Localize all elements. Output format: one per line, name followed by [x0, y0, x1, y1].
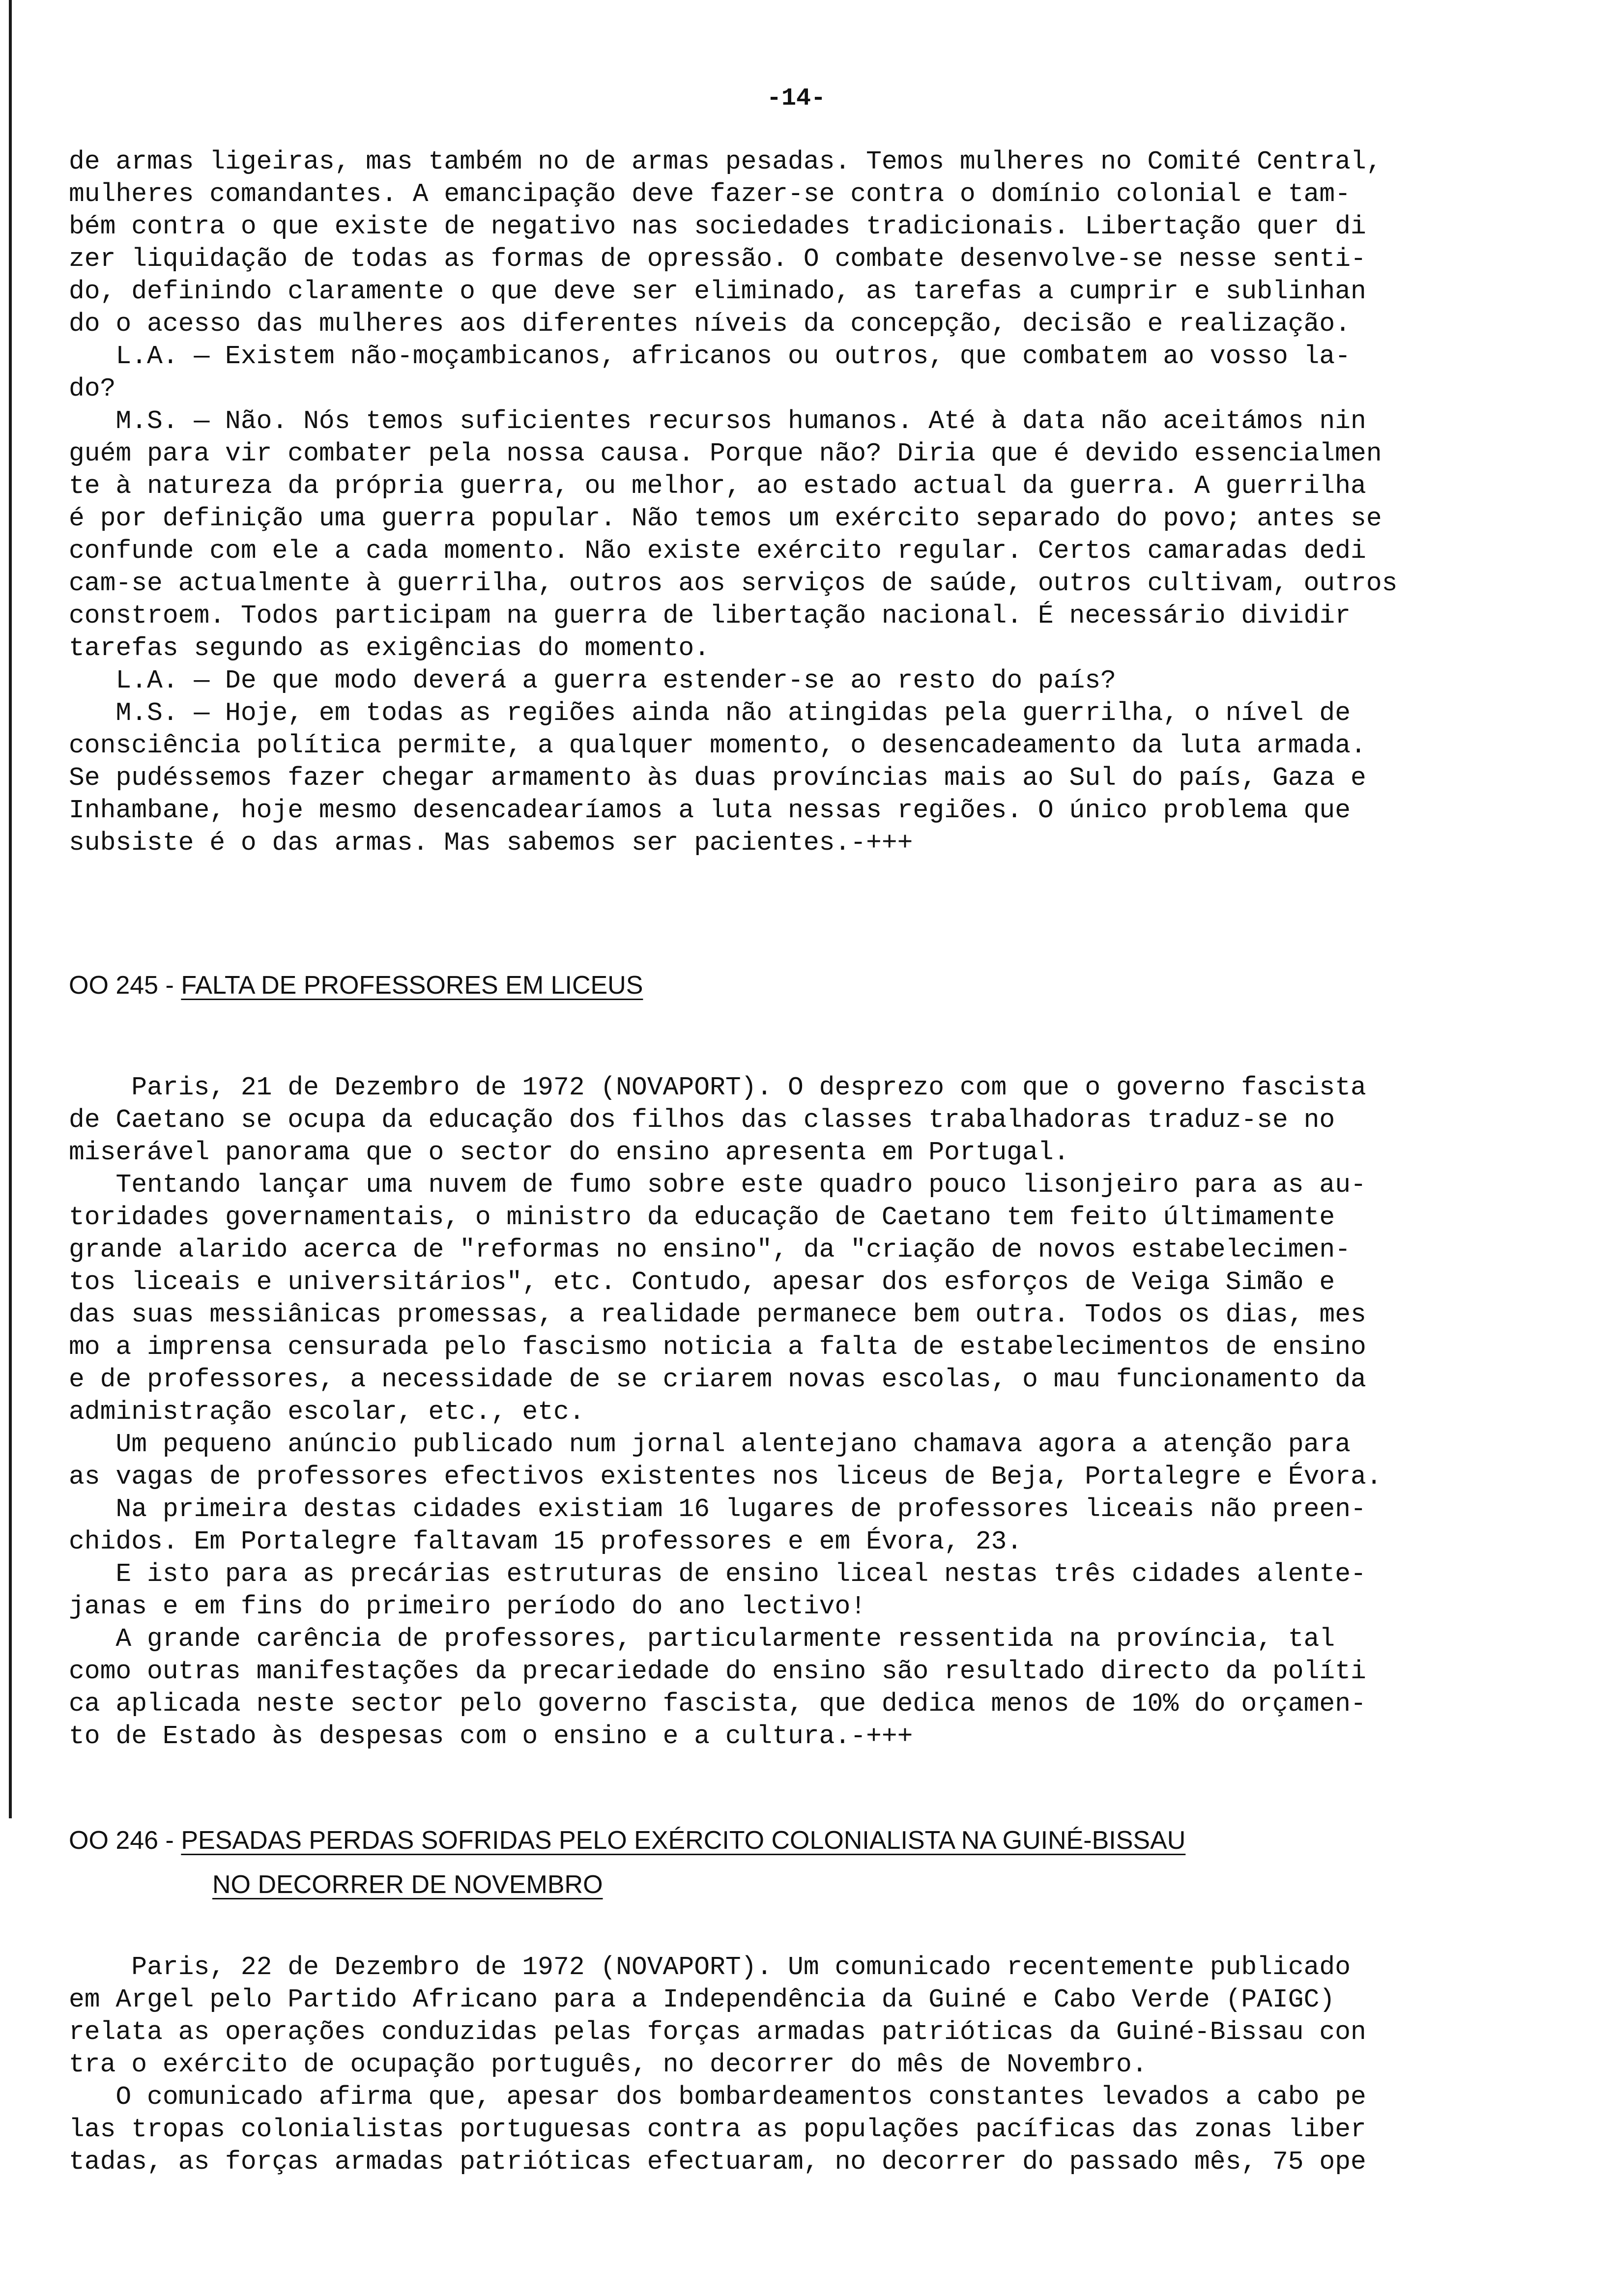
- paragraph: A grande carência de professores, particularmente ressentida na província, tal como outras manifestações da precariedade do ensino são resultado directo da políti ca aplicada neste sector pelo governo fascista, que dedica menos de 10% do orçamen- to de Estado às despesas com o ensino e a cultura.-+++: [69, 1624, 1366, 1751]
- paragraph: E isto para as precárias estruturas de ensino liceal nestas três cidades alente- janas e em fins do primeiro período do ano lectivo!: [69, 1559, 1366, 1621]
- continued-interview-text: [69, 145, 1548, 859]
- left-margin-rule: [9, 0, 12, 1818]
- article-246-body: [69, 1951, 1548, 2178]
- heading-dash: -: [158, 1826, 181, 1855]
- article-title-line1: PESADAS PERDAS SOFRIDAS PELO EXÉRCITO COLONIALISTA NA GUINÉ-BISSAU: [181, 1826, 1186, 1855]
- article-246-heading: [69, 1818, 1185, 1863]
- article-code: OO 246: [69, 1826, 159, 1855]
- paragraph: de armas ligeiras, mas também no de armas pesadas. Temos mulheres no Comité Central, mulheres comandantes. A emancipação deve fazer-se contra o domínio colonial e tam- bém contra o que existe de negativo nas sociedades tradicionais. Libertação quer di zer liquidação de todas as formas de opressão. O combate desenvolve-se nesse senti- do, definindo claramente o que deve ser eliminado, as tarefas a cumprir e sublinhan do o acesso das mulheres aos diferentes níveis da concepção, decisão e realização.: [69, 147, 1382, 339]
- paragraph: Paris, 22 de Dezembro de 1972 (NOVAPORT). Um comunicado recentemente publicado em Argel pelo Partido Africano para a Independência da Guiné e Cabo Verde (PAIGC) relata as operações conduzidas pelas forças armadas patrióticas da Guiné-Bissau con tra o exército de ocupação português, no decorrer do mês de Novembro.: [69, 1952, 1366, 2079]
- paragraph: Um pequeno anúncio publicado num jornal alentejano chamava agora a atenção para as vagas de professores efectivos existentes nos liceus de Beja, Portalegre e Évora.: [69, 1430, 1382, 1492]
- paragraph: L.A. — Existem não-moçambicanos, africanos ou outros, que combatem ao vosso la- do?: [69, 342, 1351, 403]
- paragraph: M.S. — Não. Nós temos suficientes recursos humanos. Até à data não aceitámos nin guém para vir combater pela nossa causa. Porque não? Diria que é devido essencialmen te à natureza da própria guerra, ou melhor, ao estado actual da guerra. A guerrilha é por definição uma guerra popular. Não temos um exército separado do povo; antes se confunde com ele a cada momento. Não existe exército regular. Certos camaradas dedi cam-se actualmente à guerrilha, outros aos serviços de saúde, outros cultivam, outros constroem. Todos participam na guerra de libertação nacional. É necessário dividir tarefas segundo as exigências do momento.: [69, 406, 1398, 663]
- paragraph: Na primeira destas cidades existiam 16 lugares de professores liceais não preen- chidos. Em Portalegre faltavam 15 professores e em Évora, 23.: [69, 1494, 1366, 1556]
- paragraph: L.A. — De que modo deverá a guerra estender-se ao resto do país?: [69, 666, 1116, 695]
- article-title-line2: NO DECORRER DE NOVEMBRO: [212, 1870, 603, 1899]
- paragraph: Paris, 21 de Dezembro de 1972 (NOVAPORT). O desprezo com que o governo fascista de Caetano se ocupa da educação dos filhos das classes trabalhadoras traduz-se no miserável panorama que o sector do ensino apresenta em Portugal.: [69, 1073, 1366, 1167]
- article-title: FALTA DE PROFESSORES EM LICEUS: [181, 971, 643, 1000]
- page-number: -14-: [767, 85, 826, 113]
- paragraph: O comunicado afirma que, apesar dos bombardeamentos constantes levados a cabo pe las tropas colonialistas portuguesas contra as populações pacíficas das zonas liber tadas, as forças armadas patrióticas efectuaram, no decorrer do passado mês, 75 ope: [69, 2082, 1366, 2177]
- paragraph: M.S. — Hoje, em todas as regiões ainda não atingidas pela guerrilha, o nível de consciência política permite, a qualquer momento, o desencadeamento da luta armada. Se pudéssemos fazer chegar armamento às duas províncias mais ao Sul do país, Gaza e Inhambane, hoje mesmo desencadearíamos a luta nessas regiões. O único problema que subsiste é o das armas. Mas sabemos ser pacientes.-+++: [69, 698, 1366, 858]
- article-245-heading: [69, 963, 643, 1007]
- heading-dash: -: [158, 971, 181, 1000]
- paragraph: Tentando lançar uma nuvem de fumo sobre este quadro pouco lisonjeiro para as au- toridades governamentais, o ministro da educação de Caetano tem feito últimamente grande alarido acerca de "reformas no ensino", da "criação de novos estabelecimen- tos liceais e universitários", etc. Contudo, apesar dos esforços de Veiga Simão e das suas messiânicas promessas, a realidade permanece bem outra. Todos os dias, mes mo a imprensa censurada pelo fascismo noticia a falta de estabelecimentos de ensino e de professores, a necessidade de se criarem novas escolas, o mau funcionamento da administração escolar, etc., etc.: [69, 1170, 1366, 1427]
- article-code: OO 245: [69, 971, 159, 1000]
- article-245-body: [69, 1071, 1548, 1752]
